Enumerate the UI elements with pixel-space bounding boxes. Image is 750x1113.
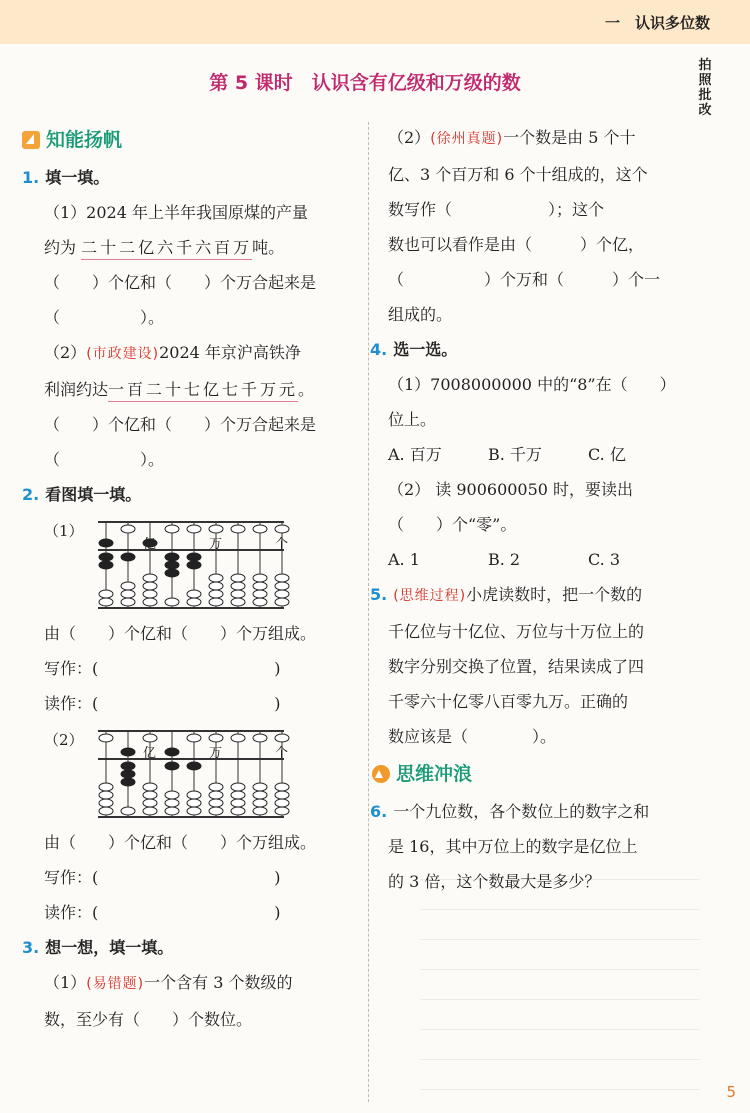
abacus-bead bbox=[209, 783, 223, 791]
text: 约为 bbox=[44, 238, 77, 257]
abacus-2 bbox=[22, 725, 352, 819]
abacus-bead bbox=[231, 799, 245, 807]
abacus-bead bbox=[275, 590, 289, 598]
abacus-bead bbox=[209, 598, 223, 606]
abacus-bead bbox=[99, 807, 113, 815]
topic-tag: (市政建设) bbox=[86, 346, 160, 362]
section-title: 知能扬帆 bbox=[46, 129, 123, 151]
abacus-bead bbox=[121, 748, 135, 756]
abacus-bead bbox=[253, 582, 267, 590]
q4-p1-options bbox=[388, 437, 718, 472]
option-a[interactable]: A. 百万 bbox=[388, 445, 442, 464]
abacus-bead bbox=[209, 799, 223, 807]
header-bar bbox=[0, 0, 750, 44]
underlined-number: 二十二亿六千六百万 bbox=[81, 238, 252, 260]
abacus-bead bbox=[231, 791, 245, 799]
text: 。 bbox=[298, 380, 315, 399]
text: 小虎读数时，把一个数的 bbox=[466, 585, 643, 604]
abacus-bead bbox=[121, 762, 135, 770]
q1-p1-line2 bbox=[22, 230, 352, 265]
abacus-bead bbox=[275, 598, 289, 606]
abacus-bead bbox=[209, 582, 223, 590]
question-label: 想一想，填一填。 bbox=[45, 938, 174, 957]
abacus-place-label: 万 bbox=[209, 746, 223, 761]
abacus-bead bbox=[253, 807, 267, 815]
abacus-bead bbox=[253, 525, 267, 533]
q1-p2-line4[interactable]: （ ）。 bbox=[44, 450, 165, 469]
abacus-bead bbox=[275, 807, 289, 815]
option-a[interactable]: A. 1 bbox=[388, 550, 420, 569]
q2-a1-read[interactable]: 读作：( ) bbox=[44, 694, 281, 713]
abacus-bead bbox=[231, 582, 245, 590]
abacus-bead bbox=[253, 791, 267, 799]
abacus-bead bbox=[275, 734, 289, 742]
abacus-bead bbox=[99, 799, 113, 807]
q2-a2-compose[interactable]: 由（ ）个亿和（ ）个万组成。 bbox=[44, 833, 317, 852]
abacus-bead bbox=[253, 598, 267, 606]
q3-p2-line6: 组成的。 bbox=[388, 305, 453, 324]
q5-line2: 千亿位与十亿位、万位与十万位上的 bbox=[388, 622, 645, 641]
abacus-bead bbox=[165, 569, 179, 577]
abacus-bead bbox=[253, 574, 267, 582]
abacus-bead bbox=[99, 553, 113, 561]
abacus-bead bbox=[275, 574, 289, 582]
abacus-bead bbox=[253, 590, 267, 598]
section-heading bbox=[22, 120, 352, 160]
q1-p2-line3[interactable]: （ ）个亿和（ ）个万合起来是 bbox=[44, 415, 317, 434]
abacus-bead bbox=[143, 734, 157, 742]
abacus-bead bbox=[187, 791, 201, 799]
abacus-bead bbox=[165, 791, 179, 799]
abacus-bead bbox=[143, 574, 157, 582]
abacus-bead bbox=[165, 748, 179, 756]
text: 吨。 bbox=[252, 238, 285, 257]
abacus-1 bbox=[22, 516, 352, 610]
abacus-bead bbox=[231, 598, 245, 606]
q5-line4: 千零六十亿零八百零九万。正确的 bbox=[388, 692, 629, 711]
unit-label: 一 认识多位数 bbox=[604, 14, 710, 32]
question-number: 6. bbox=[370, 802, 388, 821]
abacus-bead bbox=[143, 598, 157, 606]
q3-p1-line2[interactable]: 数，至少有（ ）个数位。 bbox=[44, 1010, 253, 1029]
q2-a2-read[interactable]: 读作：( ) bbox=[44, 903, 281, 922]
q4-p1-line2: 位上。 bbox=[388, 410, 437, 429]
text: （2） bbox=[388, 128, 431, 147]
side-tag-char: 批 bbox=[698, 88, 712, 103]
abacus-bead bbox=[121, 582, 135, 590]
text: 一个含有 3 个数级的 bbox=[144, 973, 293, 992]
sail-icon bbox=[22, 131, 40, 149]
q3-p2-line3[interactable]: 数写作（ ）；这个 bbox=[388, 200, 605, 219]
left-column bbox=[22, 120, 352, 1037]
abacus-bead bbox=[99, 539, 113, 547]
side-tag-char: 照 bbox=[698, 73, 712, 88]
abacus-bead bbox=[165, 553, 179, 561]
question-1-heading bbox=[22, 160, 352, 195]
abacus-bead bbox=[231, 734, 245, 742]
abacus-bead bbox=[121, 598, 135, 606]
abacus-bead bbox=[143, 783, 157, 791]
option-c[interactable]: C. 3 bbox=[588, 550, 621, 569]
q4-p2-line2[interactable]: （ ）个“零”。 bbox=[388, 515, 517, 534]
abacus-bead bbox=[121, 553, 135, 561]
abacus-bead bbox=[275, 791, 289, 799]
abacus-bead bbox=[209, 734, 223, 742]
underlined-number: 一百二十七亿七千万元 bbox=[108, 380, 298, 402]
q3-p2-line4[interactable]: 数也可以看作是由（ ）个亿， bbox=[388, 235, 645, 254]
abacus-bead bbox=[187, 762, 201, 770]
q1-p1-line3[interactable]: （ ）个亿和（ ）个万合起来是 bbox=[44, 273, 317, 292]
abacus-bead bbox=[99, 561, 113, 569]
abacus-place-label: 个 bbox=[275, 746, 289, 761]
abacus-bead bbox=[99, 734, 113, 742]
q4-p2-line1: （2） 读 900600050 时，要读出 bbox=[388, 480, 634, 499]
text: （2） bbox=[44, 343, 87, 362]
question-4-heading bbox=[370, 332, 718, 367]
q5-line1 bbox=[370, 577, 718, 614]
question-number: 5. bbox=[370, 585, 388, 604]
abacus-bead bbox=[165, 762, 179, 770]
abacus-diagram bbox=[98, 516, 358, 612]
q5-line3: 数字分别交换了位置，结果读成了四 bbox=[388, 657, 645, 676]
q3-p2-line2: 亿、3 个百万和 6 个十组成的，这个 bbox=[388, 165, 648, 184]
q5-line5[interactable]: 数应该是（ ）。 bbox=[388, 727, 557, 746]
abacus-bead bbox=[165, 807, 179, 815]
column-divider bbox=[368, 122, 369, 1102]
q6-line3: 的 3 倍，这个数最大是多少？ bbox=[388, 872, 601, 891]
abacus-bead bbox=[187, 561, 201, 569]
abacus-bead bbox=[231, 525, 245, 533]
q3-p2-line1 bbox=[388, 120, 718, 157]
abacus-bead bbox=[165, 561, 179, 569]
abacus-bead bbox=[165, 525, 179, 533]
abacus-bead bbox=[275, 582, 289, 590]
option-c[interactable]: C. 亿 bbox=[588, 445, 626, 464]
item-index: （1） bbox=[44, 522, 84, 540]
question-number: 2. bbox=[22, 485, 40, 504]
page-number: 5 bbox=[726, 1083, 736, 1101]
abacus-bead bbox=[143, 807, 157, 815]
side-tag-char: 改 bbox=[698, 103, 712, 118]
text: 2024 年京沪高铁净 bbox=[159, 343, 301, 362]
abacus-bead bbox=[209, 791, 223, 799]
q2-a1-write[interactable]: 写作：( ) bbox=[44, 659, 281, 678]
wave-icon bbox=[372, 765, 390, 783]
abacus-bead bbox=[143, 582, 157, 590]
question-label: 看图填一填。 bbox=[45, 485, 142, 504]
abacus-bead bbox=[99, 783, 113, 791]
answer-area[interactable] bbox=[420, 860, 700, 1090]
abacus-diagram bbox=[98, 725, 358, 821]
q4-p2-options bbox=[388, 542, 718, 577]
question-label: 选一选。 bbox=[393, 340, 458, 359]
question-label: 填一填。 bbox=[45, 168, 110, 187]
abacus-bead bbox=[275, 525, 289, 533]
abacus-bead bbox=[121, 770, 135, 778]
abacus-place-label: 万 bbox=[209, 537, 223, 552]
abacus-place-label: 个 bbox=[275, 537, 289, 552]
abacus-bead bbox=[121, 590, 135, 598]
abacus-bead bbox=[187, 799, 201, 807]
abacus-bead bbox=[143, 799, 157, 807]
abacus-bead bbox=[187, 553, 201, 561]
abacus-bead bbox=[143, 590, 157, 598]
section-heading bbox=[372, 754, 718, 794]
question-2-heading bbox=[22, 477, 352, 512]
lesson-title: 第 5 课时 认识含有亿级和万级的数 bbox=[209, 72, 521, 94]
question-number: 1. bbox=[22, 168, 40, 187]
abacus-bead bbox=[231, 590, 245, 598]
abacus-bead bbox=[231, 574, 245, 582]
q1-p2-line2 bbox=[22, 372, 352, 407]
side-tag-char: 拍 bbox=[698, 58, 712, 73]
abacus-bead bbox=[165, 799, 179, 807]
topic-tag: (思维过程) bbox=[393, 588, 467, 604]
abacus-bead bbox=[209, 590, 223, 598]
question-number: 3. bbox=[22, 938, 40, 957]
text: （1） bbox=[44, 973, 87, 992]
abacus-bead bbox=[209, 807, 223, 815]
right-column bbox=[370, 120, 718, 899]
option-b[interactable]: B. 千万 bbox=[488, 445, 542, 464]
abacus-bead bbox=[187, 525, 201, 533]
question-3-heading bbox=[22, 930, 352, 965]
abacus-bead bbox=[143, 791, 157, 799]
q2-a2-write[interactable]: 写作：( ) bbox=[44, 868, 281, 887]
text: 一个数是由 5 个十 bbox=[503, 128, 636, 147]
abacus-bead bbox=[187, 734, 201, 742]
topic-tag: (徐州真题) bbox=[430, 131, 504, 147]
q1-p1-line4[interactable]: （ ）。 bbox=[44, 308, 165, 327]
q6-line2: 是 16，其中万位上的数字是亿位上 bbox=[388, 837, 638, 856]
q3-p2-line5[interactable]: （ ）个万和（ ）个一 bbox=[388, 270, 661, 289]
q4-p1-line1[interactable]: （1）7008000000 中的“8”在（ ） bbox=[388, 375, 676, 394]
abacus-place-label: 亿 bbox=[143, 746, 157, 761]
abacus-bead bbox=[121, 778, 135, 786]
q3-p1-line1 bbox=[22, 965, 352, 1002]
abacus-bead bbox=[253, 799, 267, 807]
abacus-bead bbox=[275, 783, 289, 791]
text: 一个九位数，各个数位上的数字之和 bbox=[393, 802, 650, 821]
abacus-bead bbox=[99, 598, 113, 606]
abacus-bead bbox=[253, 783, 267, 791]
abacus-bead bbox=[231, 807, 245, 815]
abacus-bead bbox=[121, 807, 135, 815]
abacus-bead bbox=[99, 791, 113, 799]
q2-a1-compose[interactable]: 由（ ）个亿和（ ）个万组成。 bbox=[44, 624, 317, 643]
q1-p2-line1 bbox=[22, 335, 352, 372]
option-b[interactable]: B. 2 bbox=[488, 550, 521, 569]
abacus-bead bbox=[165, 598, 179, 606]
abacus-bead bbox=[187, 598, 201, 606]
text: 利润约达 bbox=[44, 380, 109, 399]
abacus-bead bbox=[209, 525, 223, 533]
abacus-bead bbox=[121, 525, 135, 533]
abacus-bead bbox=[143, 539, 157, 547]
section-title: 思维冲浪 bbox=[396, 763, 473, 785]
topic-tag: (易错题) bbox=[86, 976, 145, 992]
abacus-bead bbox=[253, 734, 267, 742]
abacus-bead bbox=[275, 799, 289, 807]
item-index: （2） bbox=[44, 731, 84, 749]
q6-line1 bbox=[370, 794, 718, 829]
abacus-bead bbox=[187, 590, 201, 598]
q1-p1-line1: （1）2024 年上半年我国原煤的产量 bbox=[44, 203, 308, 222]
abacus-bead bbox=[187, 807, 201, 815]
question-number: 4. bbox=[370, 340, 388, 359]
abacus-bead bbox=[99, 590, 113, 598]
abacus-bead bbox=[231, 783, 245, 791]
abacus-bead bbox=[209, 574, 223, 582]
